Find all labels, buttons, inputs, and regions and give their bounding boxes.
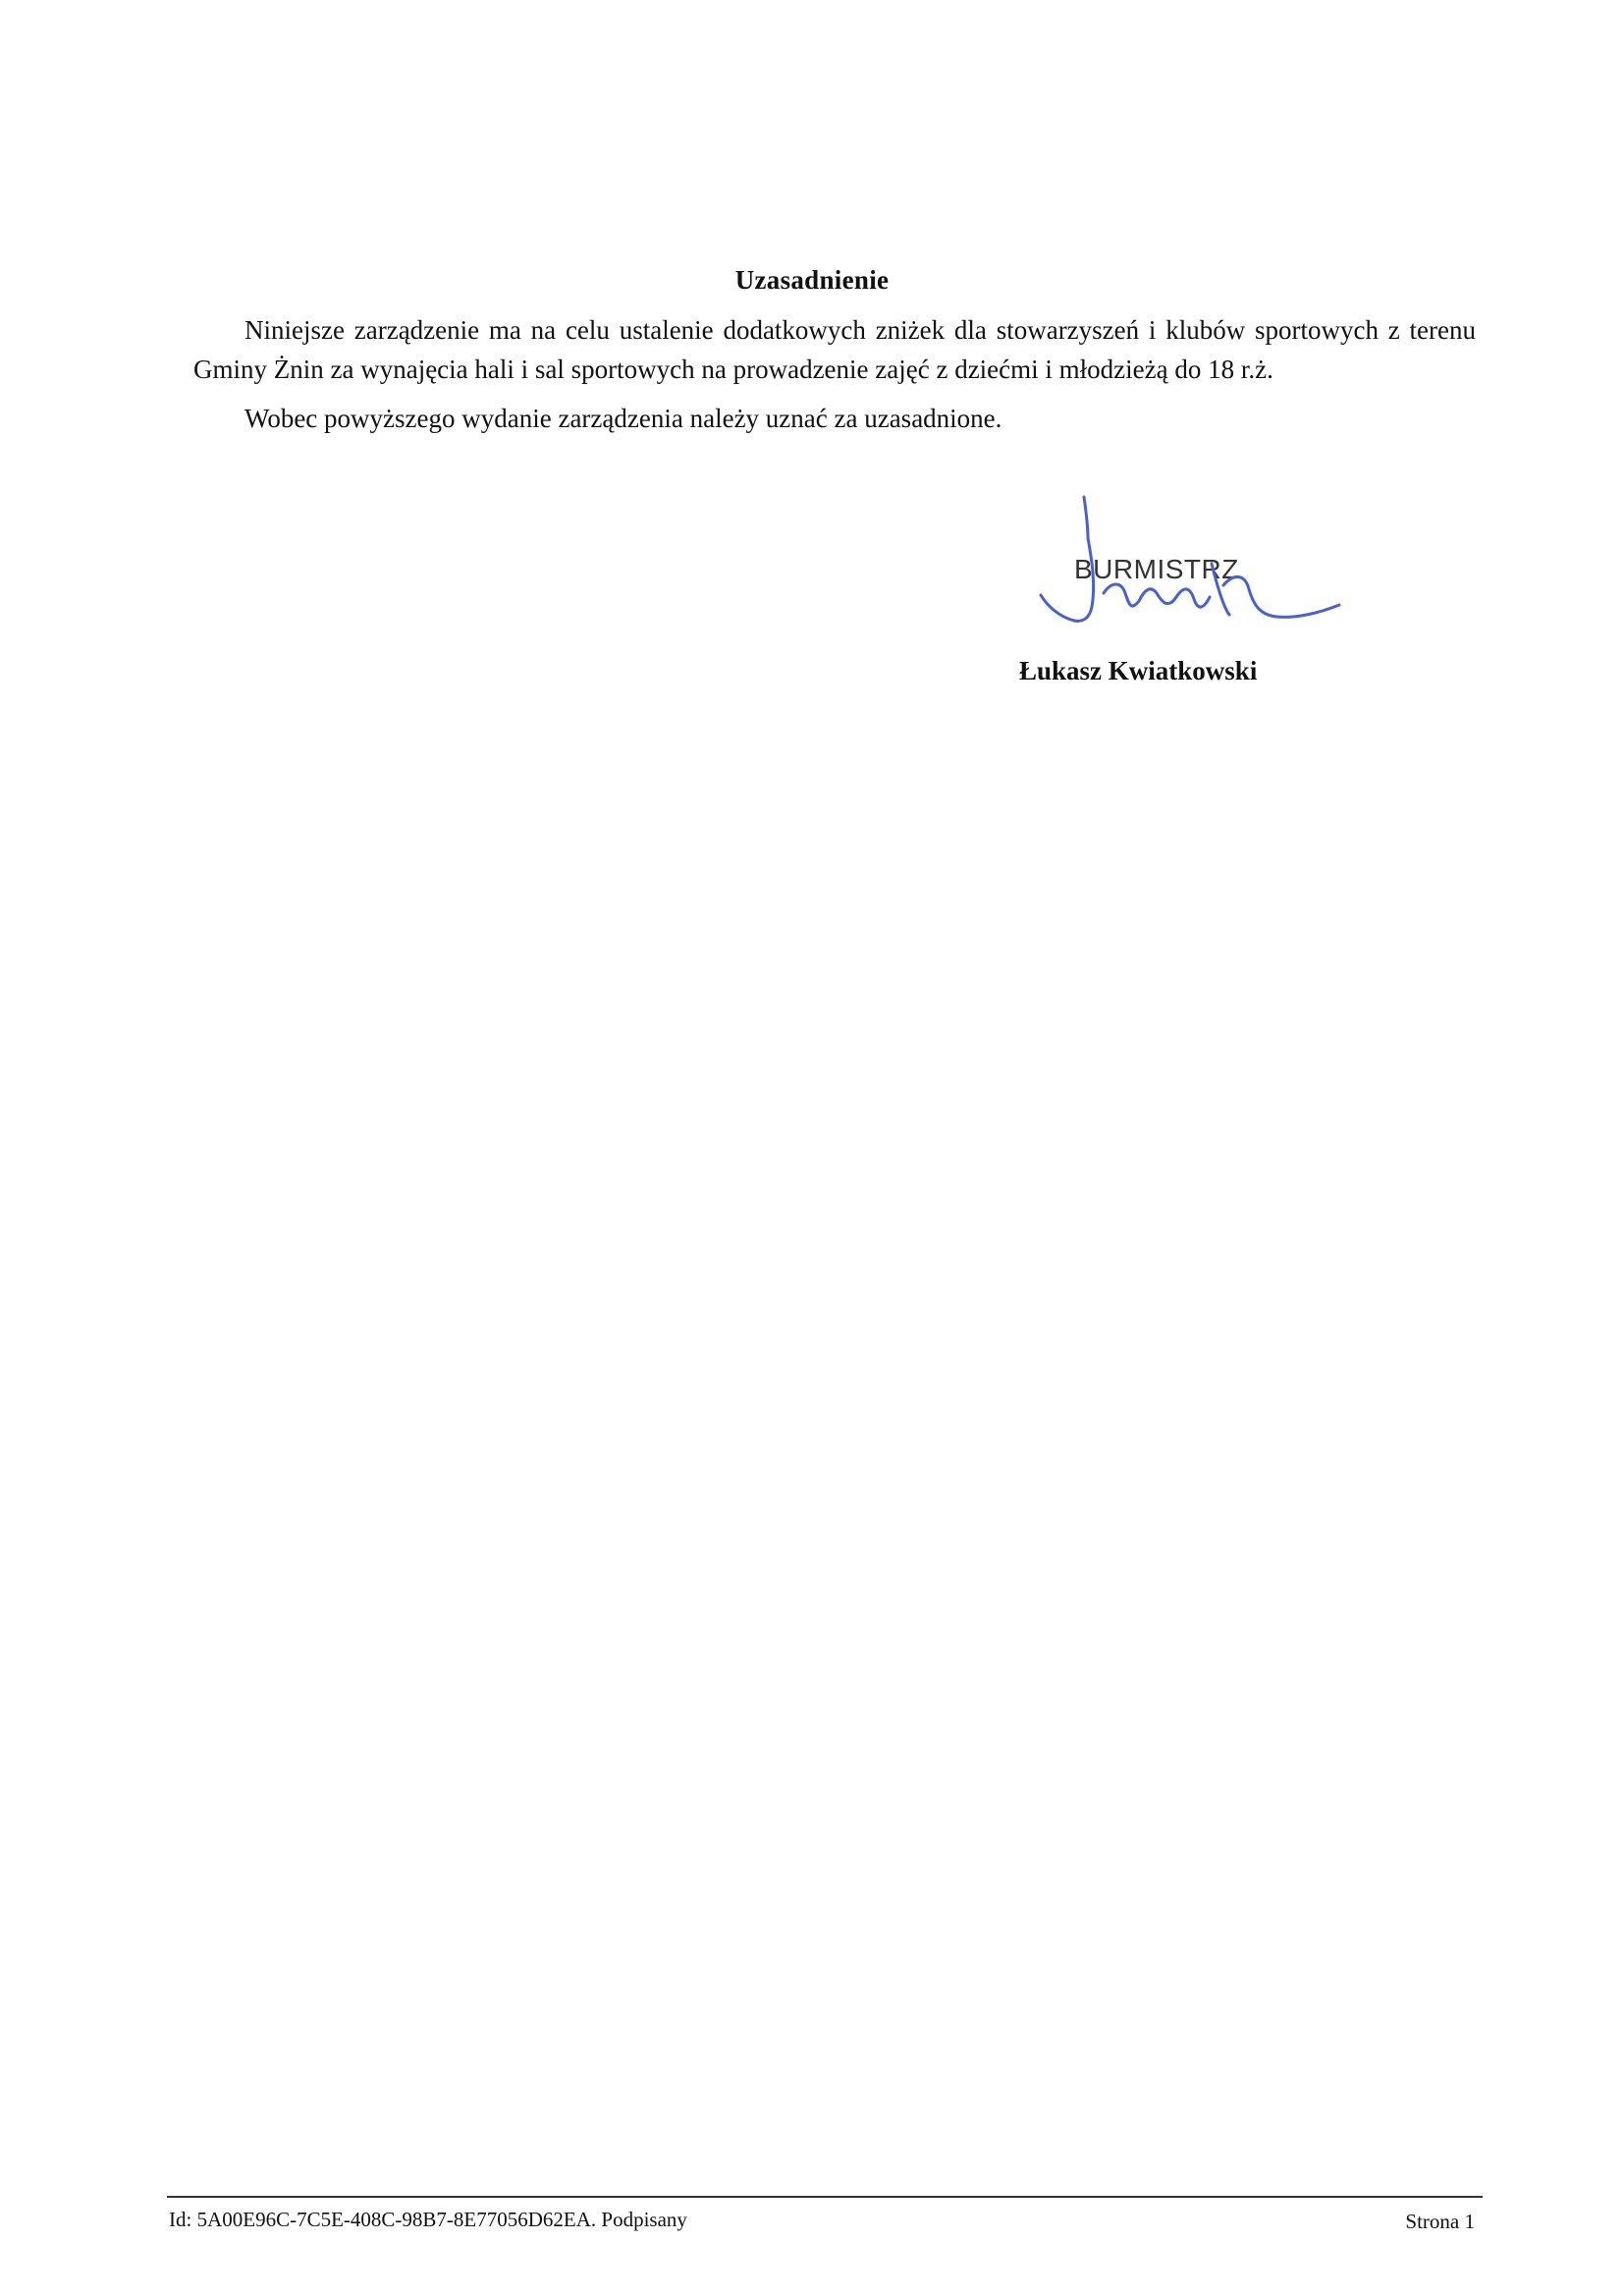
mayor-title: BURMISTRZ xyxy=(1074,554,1239,584)
footer-page-number: Strona 1 xyxy=(1405,2210,1475,2233)
handwritten-signature xyxy=(1001,491,1375,648)
paragraph-justification: Niniejsze zarządzenie ma na celu ustalenie dodatkowych zniżek dla stowarzyszeń i klubów sportowych z terenu Gminy Żnin za wynajęcia hali i sal sportowych na prowadzenie zajęć z dziećmi i młodzieżą do 18 r.ż. xyxy=(193,315,1476,384)
document-body xyxy=(193,310,1476,438)
signature-block xyxy=(1001,491,1375,707)
signer-name: Łukasz Kwiatkowski xyxy=(1019,656,1258,685)
footer-document-id: Id: 5A00E96C-7C5E-408C-98B7-8E77056D62EA. Podpisany xyxy=(169,2208,687,2231)
footer-divider xyxy=(167,2196,1483,2198)
document-heading: Uzasadnienie xyxy=(734,265,890,295)
paragraph-conclusion: Wobec powyższego wydanie zarządzenia należy uznać za uzasadnione. xyxy=(244,404,1002,433)
